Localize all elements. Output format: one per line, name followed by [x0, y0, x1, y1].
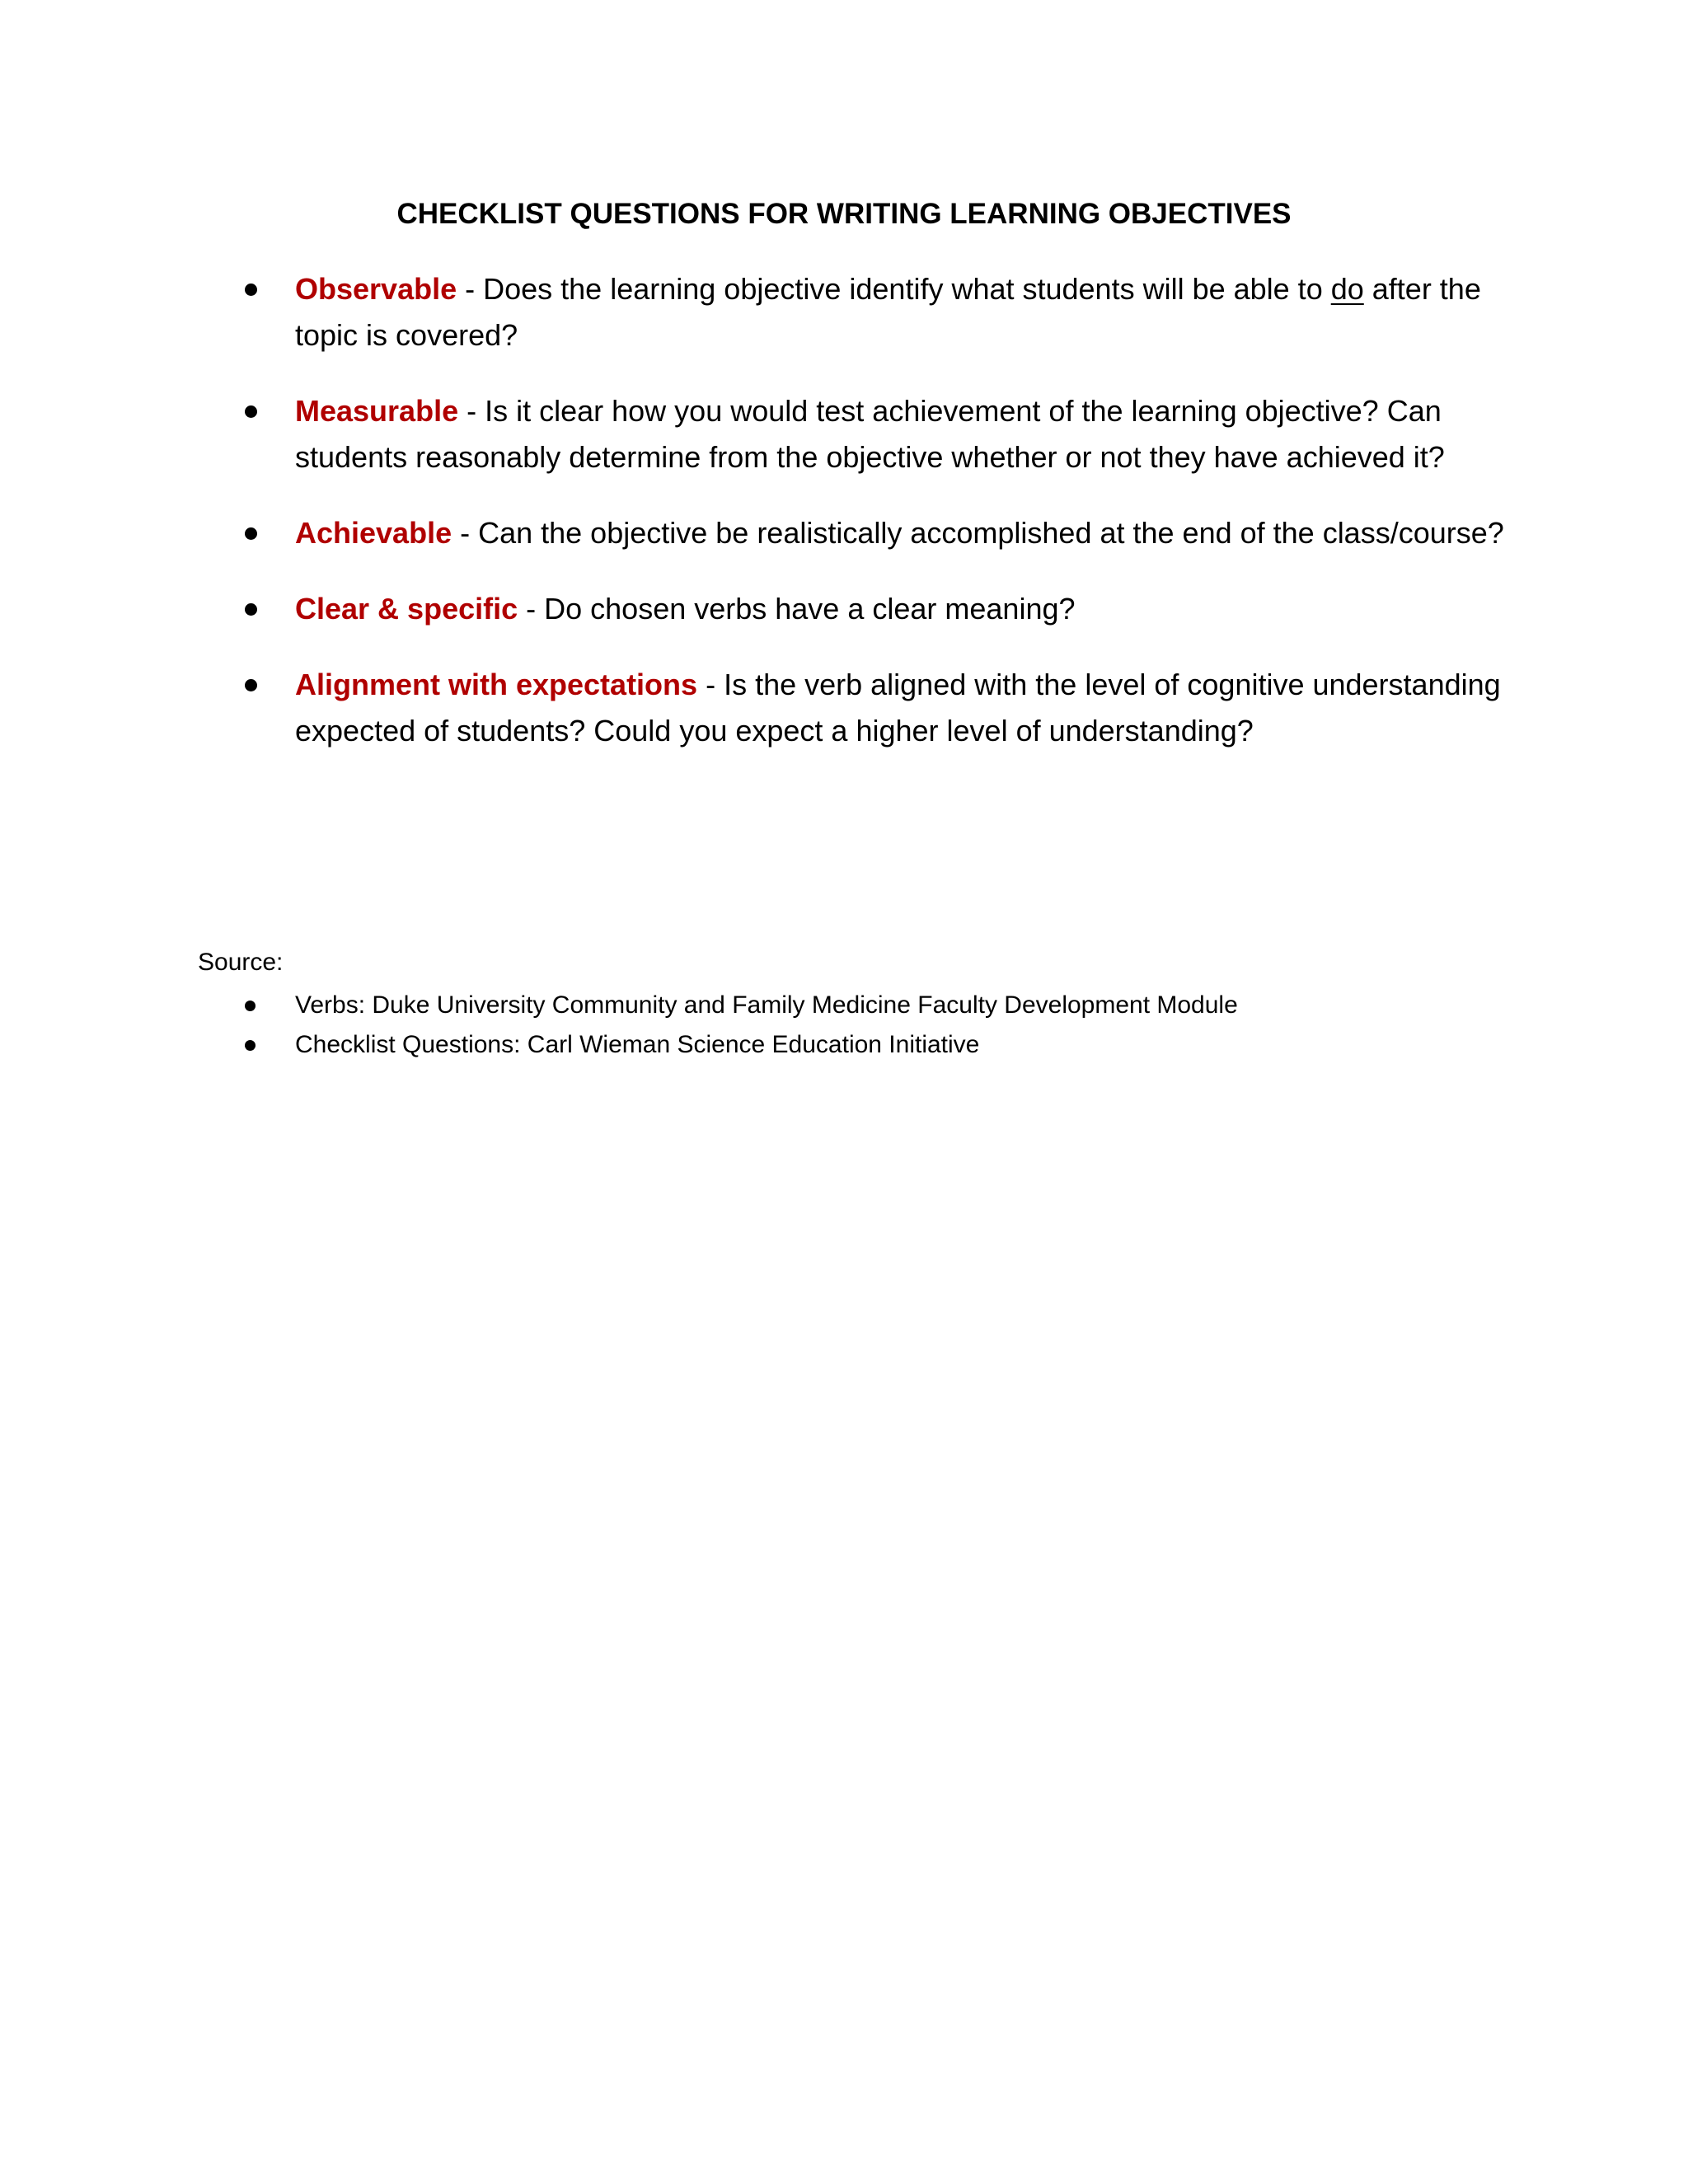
bullet-icon: [245, 1040, 256, 1051]
bullet-icon: [245, 405, 257, 418]
checklist-term: Clear & specific: [295, 592, 518, 626]
checklist-term: Measurable: [295, 394, 459, 428]
checklist-separator: -: [458, 394, 485, 428]
source-text: Checklist Questions: Carl Wieman Science Education Initiative: [295, 1031, 980, 1058]
checklist: [198, 266, 1533, 784]
checklist-separator: -: [452, 516, 479, 550]
checklist-item-observable: [198, 266, 1533, 359]
checklist-item-alignment: [198, 662, 1533, 754]
checklist-item-clear-specific: [198, 586, 1533, 632]
checklist-separator: -: [697, 668, 724, 701]
checklist-item-measurable: [198, 388, 1533, 480]
checklist-term: Achievable: [295, 516, 452, 550]
checklist-text: after the topic is covered?: [295, 272, 1481, 352]
checklist-item-achievable: [198, 510, 1533, 556]
bullet-icon: [245, 284, 257, 296]
bullet-icon: [245, 679, 257, 691]
checklist-text: Does the learning objective identify what students will be able to: [483, 272, 1331, 306]
source-text: Verbs: Duke University Community and Family Medicine Faculty Development Module: [295, 991, 1238, 1019]
checklist-term: Alignment with expectations: [295, 668, 698, 701]
bullet-icon: [245, 527, 257, 540]
source-item: [198, 986, 1533, 1025]
checklist-separator: -: [457, 272, 484, 306]
checklist-text: Is the verb aligned with the level of cognitive understanding expected of students? Could you expect a higher level of understanding?: [295, 668, 1501, 748]
bullet-icon: [245, 603, 257, 616]
checklist-text: Is it clear how you would test achievement of the learning objective? Can students reasonably determine from the objective whether or not they have achieved it?: [295, 394, 1445, 474]
source-item: [198, 1025, 1533, 1065]
checklist-text: Do chosen verbs have a clear meaning?: [544, 592, 1076, 626]
bullet-icon: [245, 1001, 256, 1011]
checklist-text: Can the objective be realistically accomplished at the end of the class/course?: [478, 516, 1504, 550]
checklist-term: Observable: [295, 272, 457, 306]
source-list: [198, 986, 1533, 1065]
checklist-separator: -: [518, 592, 545, 626]
source-label: Source:: [198, 949, 284, 976]
page-title: CHECKLIST QUESTIONS FOR WRITING LEARNING OBJECTIVES: [396, 198, 1292, 230]
checklist-emphasis: do: [1330, 272, 1364, 306]
